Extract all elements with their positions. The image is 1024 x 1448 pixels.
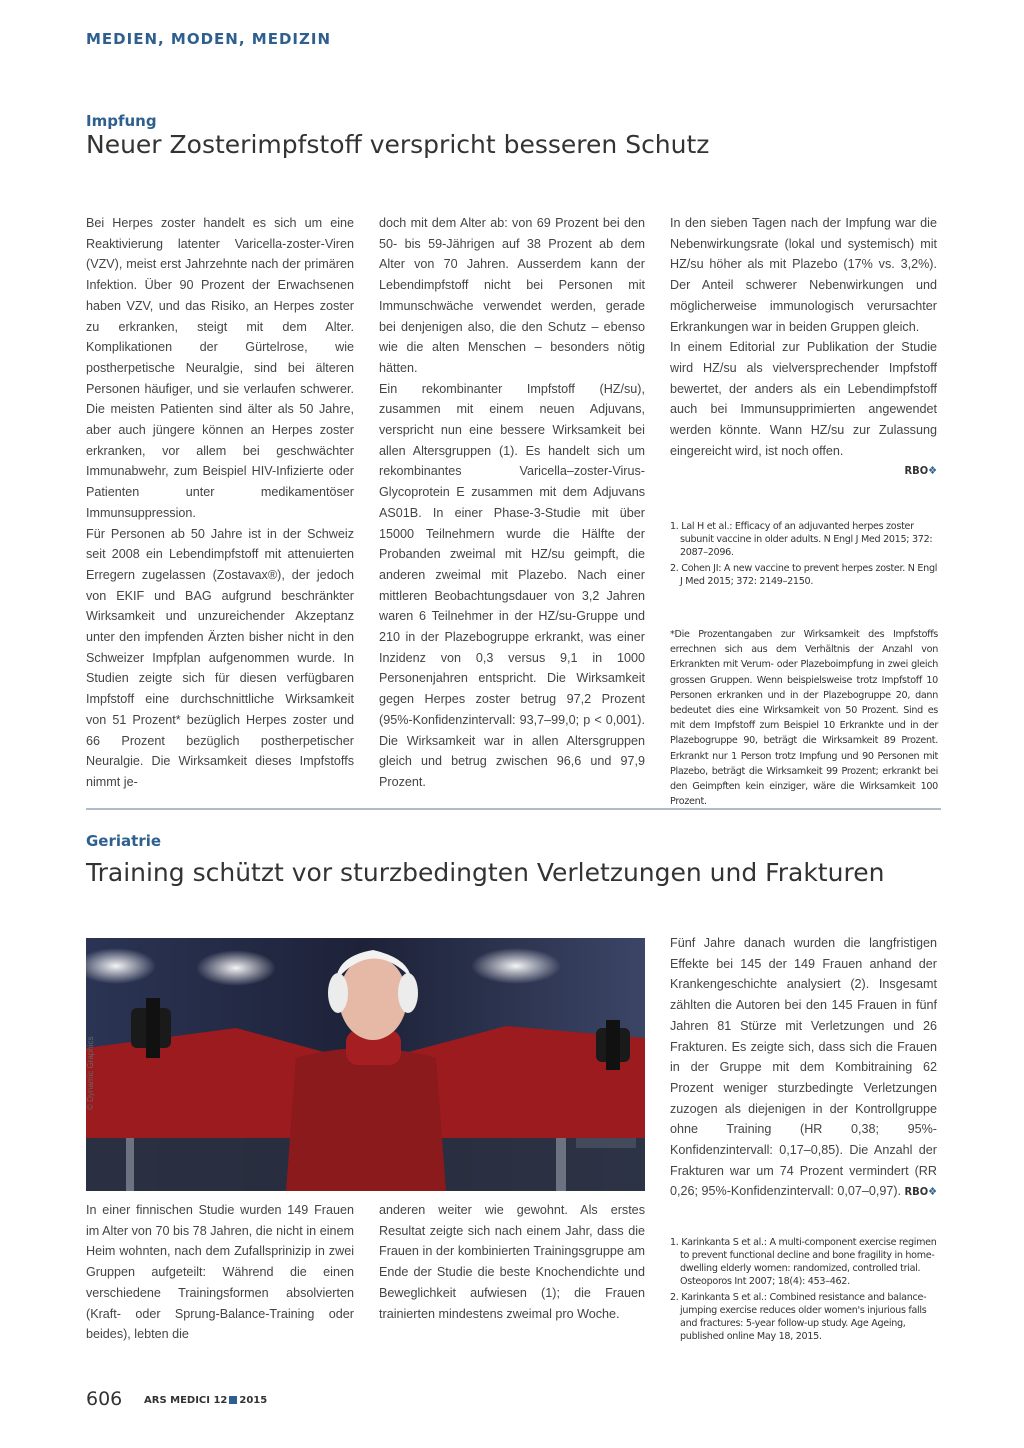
paragraph: Bei Herpes zoster handelt es sich um eine Reaktivierung latenter Varicella-zoster-Viren (VZV), meist erst Jahrzehnte nach der primären Infektion. Über 90 Prozent der Erwachsenen haben VZV, und das Risiko, an Herpes zoster zu erkranken, steigt mit dem Alter. Komplikationen der Gürtelrose, wie postherpetische Neuralgie, sind bei älteren Personen häufiger, und sie verlaufen schwerer. Die meisten Patienten sind älter als 50 Jahre, aber auch jüngere können an Herpes zoster erkranken, vor allem bei geschwächter Immunabwehr, zum Beispiel HIV-Infizierte oder Patienten unter medikamentöser Immunsuppression. [86,216,354,520]
paragraph: doch mit dem Alter ab: von 69 Prozent bei den 50- bis 59-Jährigen auf 38 Prozent ab dem Alter von 70 Jahren. Ausserdem kann der Lebendimpfstoff nicht bei Personen mit Immunschwäche verwendet werden, gerade bei denjenigen also, die den Schutz – ebenso wie die alten Menschen – besonders nötig hätten. [379,216,645,375]
paragraph: Fünf Jahre danach wurden die langfristigen Effekte bei 145 der 149 Frauen anhand der Krankengeschichte analysiert (2). Insgesamt zählten die Autoren bei den 145 Frauen in fünf Jahren 81 Stürze mit Verletzungen und 26 Frakturen. Es zeigte sich, dass sich die Frauen in der Gruppe mit dem Kombitraining 62 Prozent weniger sturzbedingte Verletzungen zuzogen als diejenigen in der Kontrollgruppe ohne Training (HR 0,38; 95%-Konfidenzintervall: 0,17–0,85). Die Anzahl der Frakturen war um 74 Prozent vermindert (RR 0,26; 95%-Konfidenzintervall: 0,07–0,97). [670,936,937,1199]
article-photo [86,938,645,1191]
article1-column-1 [86,213,354,793]
square-icon [229,1396,237,1404]
paragraph: In den sieben Tagen nach der Impfung war die Nebenwirkungsrate (lokal und systemisch) mit HZ/su höher als mit Plazebo (17% vs. 3,2%). Der Anteil schwerer Nebenwirkungen und möglicherweise immunologisch verursachter Erkrankungen war in beiden Gruppen gleich. [670,216,937,334]
paragraph: In einer finnischen Studie wurden 149 Frauen im Alter von 70 bis 78 Jahren, die nicht in einem Heim wohnten, nach dem Zufallsprinizip in zwei Gruppen aufgeteilt: Während die einen verschiedene Trainingsformen absolvierten (Kraft- oder Sprung-Balance-Training oder beides), lebten die [86,1203,354,1342]
article2-kicker: Geriatrie [86,832,162,850]
article1-title: Neuer Zosterimpfstoff verspricht besseren Schutz [86,130,710,159]
article2-column-2 [379,1200,645,1324]
article2-column-1 [86,1200,354,1345]
reference-item: 1. Karinkanta S et al.: A multi-component exercise regimen to prevent functional decline and bone fragility in home-dwelling elderly women: randomized, controlled trial. Osteoporos Int 2007; 18(4): 453–462. [670,1237,937,1287]
page-number: 606 [86,1388,123,1410]
journal-info [144,1395,267,1406]
photo-credit: © Dynamic Graphics [86,1036,95,1110]
journal-name: ARS MEDICI 12 [144,1395,228,1406]
article2-column-3 [670,933,937,1203]
article1-footnote: *Die Prozentangaben zur Wirksamkeit des Impfstoffs errechnen sich aus dem Verhältnis der Anzahl von Erkrankten mit Verum- oder Plazeboimpfung in zwei gleich grossen Gruppen. Wenn beispielsweise trotz Impfstoff 10 Personen erkranken und in der Plazebogruppe 20, dann bedeutet dies eine Wirksamkeit von 50 Prozent. Sind es mit dem Impfstoff zum Beispiel 10 Erkrankte und in der Plazebogruppe 90, beträgt die Wirksamkeit 89 Prozent. Erkrankt nur 1 Person trotz Impfung und 90 Personen mit Plazebo, beträgt die Wirksamkeit 99 Prozent; erkrankt bei den Geimpften kein einziger, wäre die Wirksamkeit 100 Prozent. [670,629,938,808]
paragraph: In einem Editorial zur Publikation der Studie wird HZ/su als vielversprechender Impfstoff bewertet, der anders als ein Lebendimpfstoff auch bei Immunsupprimierten angewendet werden könnte. Wann HZ/su zur Zulassung eingereicht wird, ist noch offen. [670,340,937,458]
article1-column-3 [670,213,937,482]
article1-column-2 [379,213,645,793]
reference-item: 2. Cohen JI: A new vaccine to prevent herpes zoster. N Engl J Med 2015; 372: 2149–2150. [670,563,938,587]
section-divider [86,808,941,810]
article1-kicker: Impfung [86,112,157,130]
paragraph: Ein rekombinanter Impfstoff (HZ/su), zusammen mit einem neuen Adjuvans, verspricht nun eine bessere Wirksamkeit bei allen Altersgruppen (1). Es handelt sich um rekombinantes Varicella–zoster-Virus-Glycoprotein E zusammen mit dem Adjuvans AS01B. In einer Phase-3-Studie mit über 15000 Teilnehmern wurde die Hälfte der Probanden zweimal mit HZ/su geimpft, die anderen zweimal mit Plazebo. Nach einer mittleren Beobachtungsdauer von 3,2 Jahren waren 6 Teilnehmer in der HZ/su-Gruppe und 210 in der Plazebogruppe erkrankt, was einer Inzidenz von 0,3 versus 9,1 in 1000 Personenjahren entspricht. Die Wirksamkeit gegen Herpes zoster betrug 97,2 Prozent (95%-Konfidenzintervall: 93,7–99,0; p < 0,001). Die Wirksamkeit war in allen Altersgruppen gleich und betrug zwischen 96,6 und 97,9 Prozent. [379,381,645,789]
section-label: MEDIEN, MODEN, MEDIZIN [86,30,331,48]
signature-text: RBO [904,464,929,478]
reference-item: 2. Karinkanta S et al.: Combined resistance and balance-jumping exercise reduces older women's injurious falls and fractures: 5-year follow-up study. Age Ageing, published online May 18, 2015. [670,1292,927,1342]
paragraph: anderen weiter wie gewohnt. Als erstes Resultat zeigte sich nach einem Jahr, dass die Frauen in der kombinierten Trainingsgruppe am Ende der Studie die beste Knochendichte und Beweglichkeit aufwiesen (1); die Frauen trainierten mindestens zweimal pro Woche. [379,1203,645,1321]
article2-references [670,1236,938,1346]
paragraph: Für Personen ab 50 Jahre ist in der Schweiz seit 2008 ein Lebendimpfstoff mit attenuierten Erregern zugelassen (Zostavax®), der jedoch von EKIF und BAG aufgrund beschränkter Wirksamkeit und unzureichender Akzeptanz unter den impfenden Ärzten bisher nicht in den Schweizer Impfplan aufgenommen wurde. In Studien zeigte sich für diesen verfügbaren Impfstoff eine durchschnittliche Wirksamkeit von 51 Prozent* bezüglich Herpes zoster und 66 Prozent bezüglich postherpetischer Neuralgie. Die Wirksamkeit dieses Impfstoffs nimmt je- [86,526,354,789]
diamond-icon: ❖ [928,1185,937,1199]
signature-text: RBO [904,1185,929,1199]
journal-year: 2015 [239,1395,268,1406]
article1-references [670,520,938,591]
photo-woman-exercising [86,938,645,1191]
author-signature [670,461,937,482]
diamond-icon: ❖ [928,464,937,478]
reference-item: 1. Lal H et al.: Efficacy of an adjuvanted herpes zoster subunit vaccine in older adults. N Engl J Med 2015; 372: 2087–2096. [670,521,933,558]
article2-title: Training schützt vor sturzbedingten Verletzungen und Frakturen [86,858,885,887]
